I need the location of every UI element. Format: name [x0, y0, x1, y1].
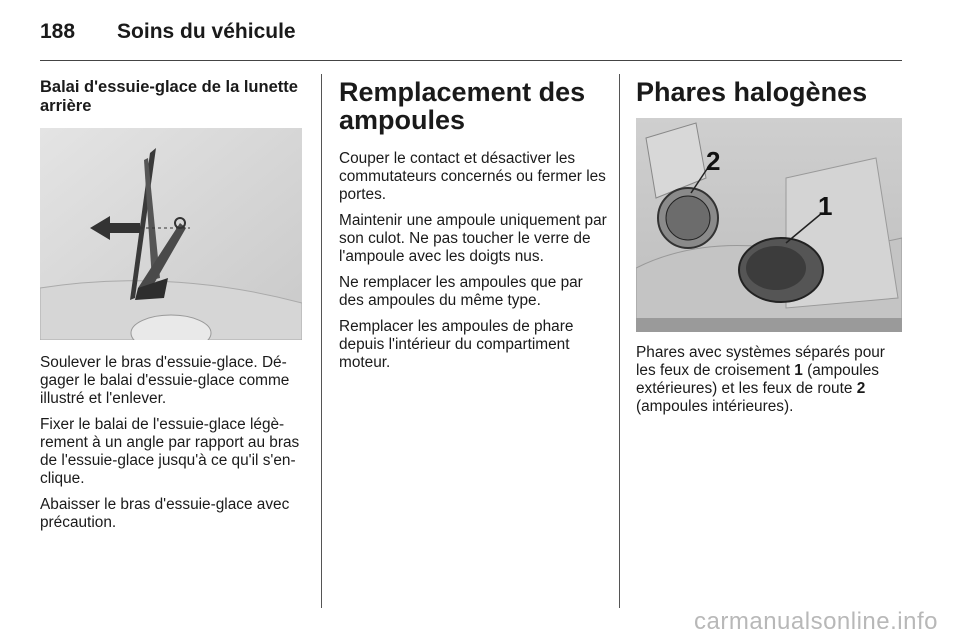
- column-divider: [619, 74, 620, 608]
- halogen-headlight-illustration: [636, 118, 902, 332]
- column-divider: [321, 74, 322, 608]
- caption-text: Phares avec systèmes séparés pour les feux de croisement: [636, 344, 885, 379]
- paragraph: Remplacer les ampoules de phare depuis l'intérieur du compartiment moteur.: [339, 318, 574, 371]
- page-number: 188: [40, 20, 76, 43]
- paragraph: Fixer le balai de l'essuie-glace légè-rement à un angle par rapport au bras de l'essuie-glace jusqu'à ce qu'il s'en-clique.: [40, 416, 300, 487]
- paragraph: Maintenir une ampoule uniquement par son culot. Ne pas toucher le verre de l'ampoule avec les doigts nus.: [339, 212, 607, 265]
- page-header: [40, 12, 296, 52]
- callout-label-1: 1: [818, 191, 833, 221]
- caption-text: (ampoules extérieures) et les feux de route: [636, 362, 879, 397]
- paragraph: Soulever le bras d'essuie-glace. Dé-gager le balai d'essuie-glace comme illustré et l'enlever.: [40, 354, 290, 407]
- caption-ref-1: 1: [794, 362, 803, 379]
- column-halogen-headlights: [636, 74, 902, 424]
- caption-ref-2: 2: [856, 380, 866, 397]
- running-title: Soins du véhicule: [117, 20, 296, 43]
- column-rear-wiper: [40, 74, 302, 540]
- rear-wiper-illustration: [40, 128, 302, 340]
- paragraph: Abaisser le bras d'essuie-glace avec précaution.: [40, 496, 290, 531]
- watermark: carmanualsonline.info: [694, 608, 938, 635]
- section-heading-bulb-replacement: Remplacement des ampoules: [339, 77, 586, 135]
- column-bulb-replacement: [339, 74, 607, 380]
- paragraph: Ne remplacer les ampoules que par des ampoules du même type.: [339, 274, 583, 309]
- caption-text: (ampoules intérieures).: [636, 398, 794, 415]
- section-heading-rear-wiper: Balai d'essuie-glace de la lunette arrière: [40, 78, 298, 115]
- figure-caption: [636, 344, 902, 416]
- section-heading-halogen: Phares halogènes: [636, 77, 868, 107]
- paragraph: Couper le contact et désactiver les commutateurs concernés ou fermer les portes.: [339, 150, 606, 203]
- callout-label-2: 2: [706, 146, 721, 176]
- header-rule: [40, 60, 902, 61]
